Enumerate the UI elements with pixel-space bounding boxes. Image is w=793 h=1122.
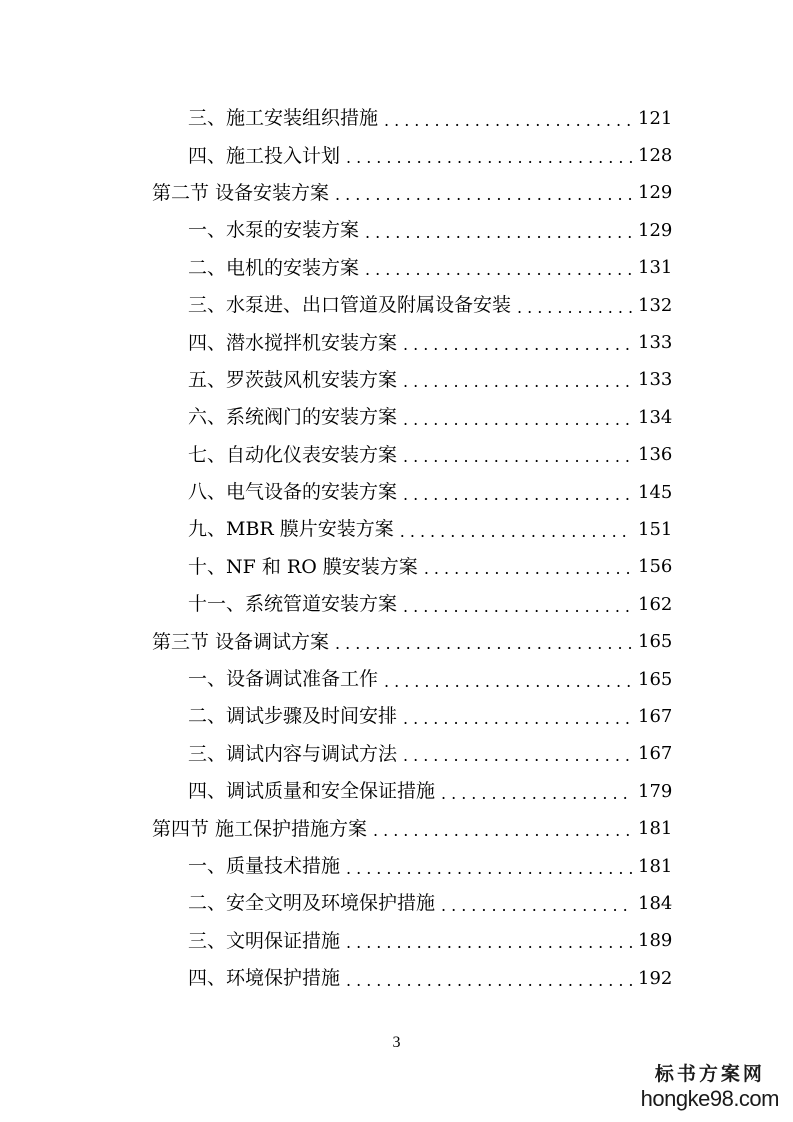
toc-entry-title: 八、电气设备的安装方案 (188, 481, 398, 504)
toc-dot-leader (373, 823, 632, 839)
toc-subsection-entry[interactable] (0, 661, 793, 698)
toc-dot-leader (346, 861, 632, 877)
toc-entry-page-number: 151 (638, 518, 673, 540)
toc-dot-leader (346, 973, 632, 989)
toc-entry-page-number: 181 (638, 818, 673, 840)
toc-subsection-entry[interactable] (0, 250, 793, 287)
toc-entry-page-number: 167 (638, 743, 673, 765)
toc-entry-title: 第二节 设备安装方案 (152, 181, 330, 204)
toc-subsection-entry[interactable] (0, 399, 793, 436)
toc-dot-leader (424, 561, 632, 577)
toc-subsection-entry[interactable] (0, 100, 793, 137)
toc-entry-page-number: 128 (638, 145, 673, 167)
toc-subsection-entry[interactable] (0, 437, 793, 474)
toc-entry-title: 三、调试内容与调试方法 (188, 742, 398, 765)
toc-dot-leader (365, 262, 632, 278)
toc-entry-page-number: 145 (638, 481, 673, 503)
toc-entry-page-number: 184 (638, 892, 673, 914)
toc-entry-title: 四、调试质量和安全保证措施 (188, 780, 436, 803)
toc-entry-page-number: 181 (638, 855, 673, 877)
toc-dot-leader (403, 449, 632, 465)
toc-entry-title: 第四节 施工保护措施方案 (152, 817, 368, 840)
toc-subsection-entry[interactable] (0, 736, 793, 773)
toc-subsection-entry[interactable] (0, 474, 793, 511)
toc-subsection-entry[interactable] (0, 698, 793, 735)
toc-dot-leader (517, 300, 632, 316)
toc-subsection-entry[interactable] (0, 586, 793, 623)
toc-subsection-entry[interactable] (0, 923, 793, 960)
toc-dot-leader (365, 225, 632, 241)
toc-section-entry[interactable] (0, 175, 793, 212)
toc-dot-leader (346, 150, 632, 166)
toc-dot-leader (335, 187, 632, 203)
toc-dot-leader (403, 412, 632, 428)
toc-entry-page-number: 165 (638, 631, 673, 653)
toc-dot-leader (400, 524, 632, 540)
toc-entry-page-number: 156 (638, 556, 673, 578)
toc-entry-title: 三、文明保证措施 (188, 929, 341, 952)
toc-dot-leader (403, 337, 632, 353)
toc-entry-title: 二、调试步骤及时间安排 (188, 705, 398, 728)
toc-dot-leader (403, 599, 632, 615)
toc-entry-title: 一、水泵的安装方案 (188, 219, 360, 242)
toc-subsection-entry[interactable] (0, 848, 793, 885)
toc-entry-page-number: 133 (638, 369, 673, 391)
toc-section-entry[interactable] (0, 810, 793, 847)
toc-dot-leader (441, 786, 632, 802)
toc-subsection-entry[interactable] (0, 885, 793, 922)
toc-entry-page-number: 129 (638, 182, 673, 204)
toc-entry-title: 十一、系统管道安装方案 (188, 593, 398, 616)
watermark-logo (641, 1059, 779, 1112)
toc-entry-title: 一、设备调试准备工作 (188, 668, 379, 691)
toc-entry-title: 三、施工安装组织措施 (188, 107, 379, 130)
toc-subsection-entry[interactable] (0, 511, 793, 548)
toc-entry-page-number: 179 (638, 780, 673, 802)
toc-section-entry[interactable] (0, 623, 793, 660)
table-of-contents (0, 100, 793, 997)
toc-subsection-entry[interactable] (0, 773, 793, 810)
toc-entry-page-number: 134 (638, 406, 673, 428)
toc-subsection-entry[interactable] (0, 324, 793, 361)
toc-dot-leader (403, 748, 632, 764)
toc-entry-page-number: 129 (638, 219, 673, 241)
toc-entry-page-number: 121 (638, 107, 673, 129)
toc-entry-title: 三、水泵进、出口管道及附属设备安装 (188, 294, 512, 317)
toc-dot-leader (403, 711, 632, 727)
toc-dot-leader (384, 113, 632, 129)
toc-entry-title: 二、安全文明及环境保护措施 (188, 892, 436, 915)
toc-entry-title: 一、质量技术措施 (188, 855, 341, 877)
toc-entry-page-number: 192 (638, 967, 673, 989)
toc-entry-title: 六、系统阀门的安装方案 (188, 406, 398, 429)
toc-entry-page-number: 165 (638, 668, 673, 690)
watermark-site-name: 标书方案网 (654, 1063, 765, 1085)
toc-dot-leader (441, 898, 632, 914)
watermark-site-url: hongke98.com (640, 1086, 779, 1111)
toc-entry-page-number: 132 (638, 294, 673, 316)
toc-dot-leader (403, 487, 632, 503)
toc-entry-page-number: 162 (638, 593, 673, 615)
toc-entry-page-number: 189 (638, 930, 673, 952)
toc-dot-leader (384, 674, 632, 690)
toc-entry-title: 九、MBR 膜片安装方案 (188, 518, 394, 541)
toc-entry-title: 四、潜水搅拌机安装方案 (188, 331, 398, 354)
toc-entry-page-number: 167 (638, 705, 673, 727)
toc-dot-leader (335, 636, 632, 652)
toc-entry-title: 十、NF 和 RO 膜安装方案 (188, 555, 418, 578)
toc-entry-title: 五、罗茨鼓风机安装方案 (188, 368, 398, 391)
toc-entry-page-number: 133 (638, 332, 673, 354)
toc-entry-title: 四、环境保护措施 (188, 967, 341, 990)
toc-dot-leader (403, 374, 632, 390)
toc-dot-leader (346, 935, 632, 951)
toc-entry-title: 第三节 设备调试方案 (152, 630, 330, 653)
page-number: 3 (392, 1034, 401, 1051)
toc-subsection-entry[interactable] (0, 212, 793, 249)
toc-entry-page-number: 131 (638, 257, 673, 279)
toc-subsection-entry[interactable] (0, 137, 793, 174)
toc-subsection-entry[interactable] (0, 960, 793, 997)
toc-entry-title: 七、自动化仪表安装方案 (188, 443, 398, 466)
toc-entry-title: 二、电机的安装方案 (188, 256, 360, 279)
toc-entry-title: 四、施工投入计划 (188, 144, 341, 167)
toc-entry-page-number: 136 (638, 444, 673, 466)
toc-subsection-entry[interactable] (0, 549, 793, 586)
toc-subsection-entry[interactable] (0, 362, 793, 399)
toc-subsection-entry[interactable] (0, 287, 793, 324)
